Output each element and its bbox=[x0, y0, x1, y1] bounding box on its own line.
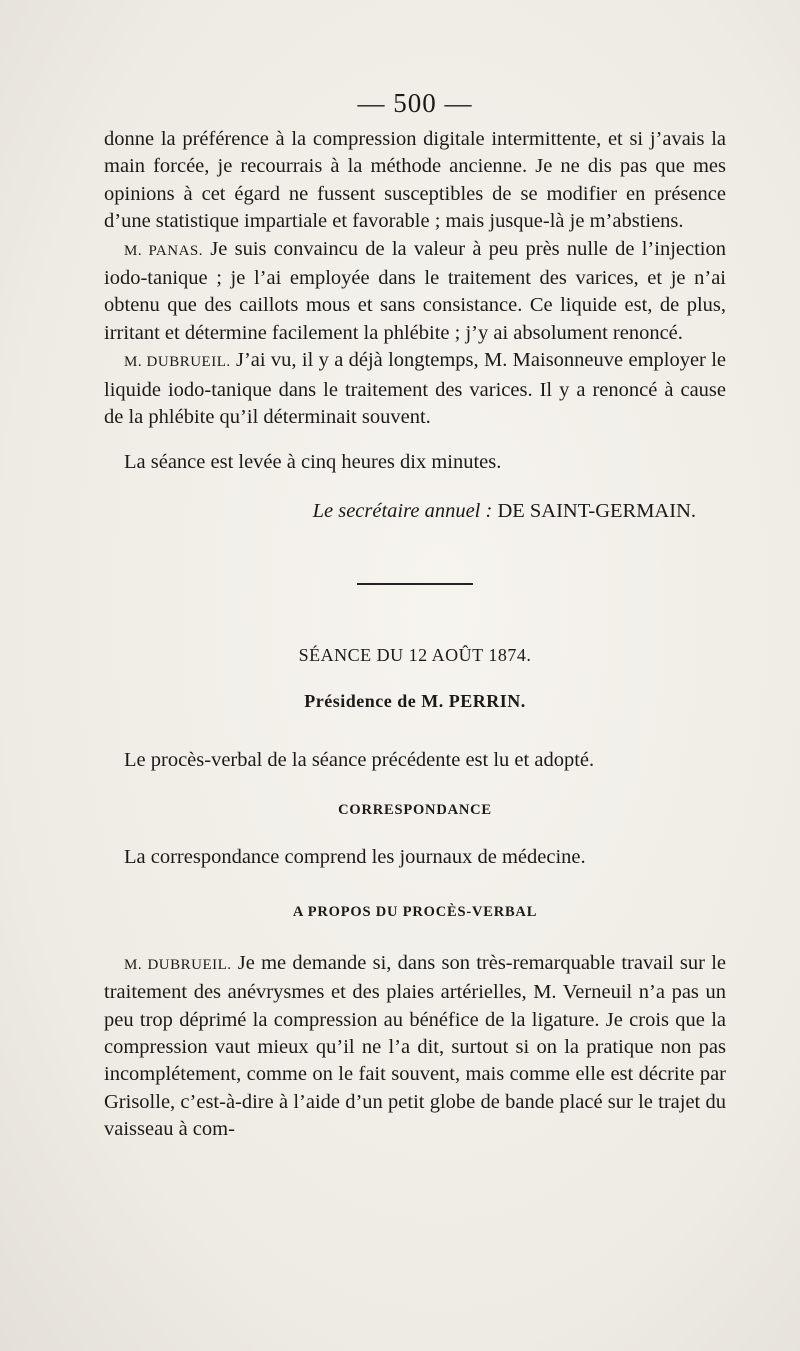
speaker-name: M. DUBRUEIL. bbox=[124, 956, 232, 973]
correspondence-text: La correspondance comprend les journaux de médecine. bbox=[124, 846, 586, 869]
session-closing: La séance est levée à cinq heures dix minutes. bbox=[124, 451, 502, 474]
presidency-line: Présidence de M. PERRIN. bbox=[304, 690, 526, 711]
minutes-heading: A PROPOS DU PROCÈS-VERBAL bbox=[292, 903, 538, 920]
remark-text: Je me demande si, dans son très-remarquable travail sur le traitement des anévrysmes et des plaies artérielles, M. Verneuil n’a pas un peu trop déprimé la compression au bénéfice de la ligature. Je crois que la compression vaut mieux qu’il ne l’a dit, surtout si on la pratique non pas incomplétement, comme on le fait souvent, mais comme elle est décrite par Grisolle, c’est-à-dire à l’aide d’un petit globe de bande placé sur le trajet du vaisseau à com- bbox=[104, 951, 727, 1141]
section-divider bbox=[357, 583, 473, 585]
page-number: — 500 — bbox=[357, 88, 473, 118]
remark-text: J’ai vu, il y a déjà longtemps, M. Maisonneuve employer le liquide iodo-tanique dans le traitement des varices. Il y a renoncé à cause de la phlébite qu’il déterminait souvent. bbox=[104, 349, 727, 429]
paragraph-continuation: donne la préférence à la compression digitale intermittente, et si j’avais la main forcée, je recourrais à la méthode ancienne. Je ne dis pas que mes opinions à cet égard ne fussent susceptibles de se modifier en présence d’une statistique impartiale et favorable ; mais jusque-là je m’abstiens. bbox=[104, 128, 726, 233]
panas-remark bbox=[104, 236, 726, 348]
correspondence-heading: CORRESPONDANCE bbox=[338, 802, 492, 819]
speaker-name: M. DUBRUEIL. bbox=[124, 354, 231, 371]
dubrueil-remark bbox=[104, 347, 726, 431]
speaker-name: M. PANAS. bbox=[124, 242, 204, 259]
secretary-role: Le secrétaire annuel : bbox=[312, 499, 493, 522]
remark-text: Je suis convaincu de la valeur à peu près nulle de l’injection iodo-tanique ; je l’ai employée dans le traitement des varices, et je n’ai obtenu que des caillots mous et sans consistance. Ce liquide est, de plus, irritant et détermine facilement la phlébite ; j’y ai absolument renoncé. bbox=[104, 237, 726, 344]
dubrueil-remark-2 bbox=[104, 950, 726, 1144]
session-title: SÉANCE DU 12 AOÛT 1874. bbox=[298, 644, 532, 665]
secretary-name: DE SAINT-GERMAIN. bbox=[497, 499, 696, 522]
secretary-signature bbox=[104, 497, 726, 525]
page-content bbox=[104, 86, 726, 1144]
minutes-adopted: Le procès-verbal de la séance précédente est lu et adopté. bbox=[124, 748, 595, 771]
